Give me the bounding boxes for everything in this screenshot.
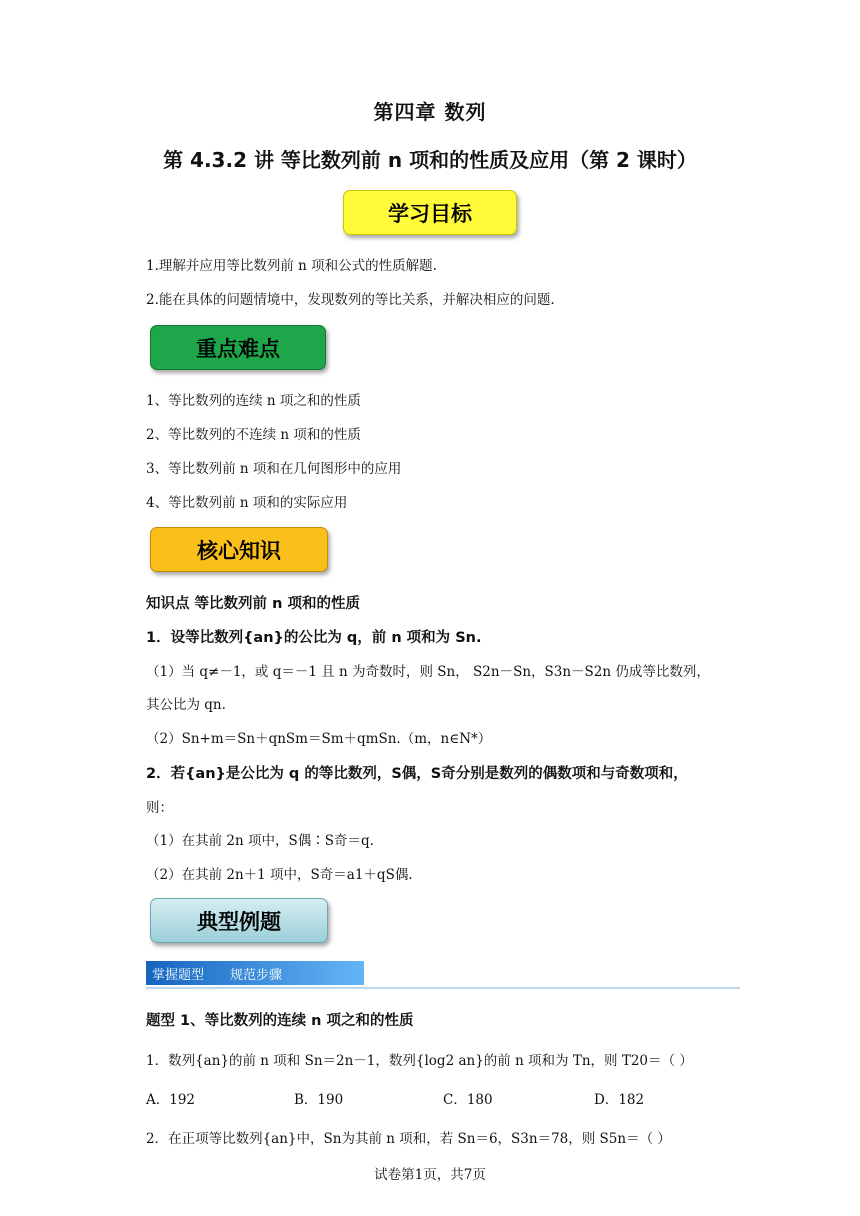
keypoint-item-2: 2、等比数列的不连续 n 项和的性质 bbox=[146, 427, 361, 443]
option-d: D．182 bbox=[594, 1092, 645, 1108]
question-2: 2．在正项等比数列{an}中，Sn为其前 n 项和，若 Sn＝6，S3n＝78，则 S5n＝（ ） bbox=[146, 1131, 671, 1147]
chapter-title: 第四章 数列 bbox=[373, 100, 487, 124]
keypoint-item-3: 3、等比数列前 n 项和在几何图形中的应用 bbox=[146, 461, 402, 477]
property-1b: （2）Sn+m＝Sn＋qnSm＝Sm＋qmSn.（m，n∈N*） bbox=[146, 731, 492, 747]
type1-heading: 题型 1、等比数列的连续 n 项之和的性质 bbox=[146, 1013, 414, 1029]
banner-key-points: 重点难点 bbox=[150, 325, 326, 370]
banner-learning-goals: 学习目标 bbox=[343, 190, 517, 235]
option-c: C．180 bbox=[443, 1092, 493, 1108]
option-a: A．192 bbox=[146, 1092, 196, 1108]
property-2-title-cont: 则： bbox=[146, 800, 173, 816]
property-1a: （1）当 q≠－1，或 q＝－1 且 n 为奇数时，则 Sn， S2n－Sn，S3n－S2n 仍成等比数列， bbox=[146, 664, 710, 680]
knowledge-heading: 知识点 等比数列前 n 项和的性质 bbox=[146, 596, 360, 612]
page-footer: 试卷第1页，共7页 bbox=[374, 1167, 486, 1183]
lesson-title: 第 4.3.2 讲 等比数列前 n 项和的性质及应用（第 2 课时） bbox=[163, 148, 697, 172]
banner-typical-examples: 典型例题 bbox=[150, 898, 328, 943]
property-2a: （1）在其前 2n 项中，S偶∶S奇＝q. bbox=[146, 833, 374, 849]
strip-label-right: 规范步骤 bbox=[230, 967, 283, 983]
question-1: 1．数列{an}的前 n 项和 Sn＝2n－1，数列{log2 an}的前 n 项和为 Tn，则 T20＝（ ） bbox=[146, 1053, 693, 1069]
section-strip bbox=[146, 961, 364, 985]
property-2b: （2）在其前 2n＋1 项中，S奇＝a1＋qS偶. bbox=[146, 867, 413, 883]
keypoint-item-4: 4、等比数列前 n 项和的实际应用 bbox=[146, 495, 348, 511]
goal-item-2: 2.能在具体的问题情境中，发现数列的等比关系，并解决相应的问题. bbox=[146, 292, 555, 308]
keypoint-item-1: 1、等比数列的连续 n 项之和的性质 bbox=[146, 393, 361, 409]
banner-core-knowledge: 核心知识 bbox=[150, 527, 328, 572]
property-2-title: 2．若{an}是公比为 q 的等比数列，S偶，S奇分别是数列的偶数项和与奇数项和， bbox=[146, 766, 688, 782]
section-divider bbox=[146, 987, 740, 989]
property-1a-cont: 其公比为 qn. bbox=[146, 697, 226, 713]
goal-item-1: 1.理解并应用等比数列前 n 项和公式的性质解题. bbox=[146, 258, 437, 274]
strip-label-left: 掌握题型 bbox=[152, 967, 205, 983]
option-b: B．190 bbox=[294, 1092, 344, 1108]
property-1-title: 1．设等比数列{an}的公比为 q，前 n 项和为 Sn. bbox=[146, 630, 482, 646]
